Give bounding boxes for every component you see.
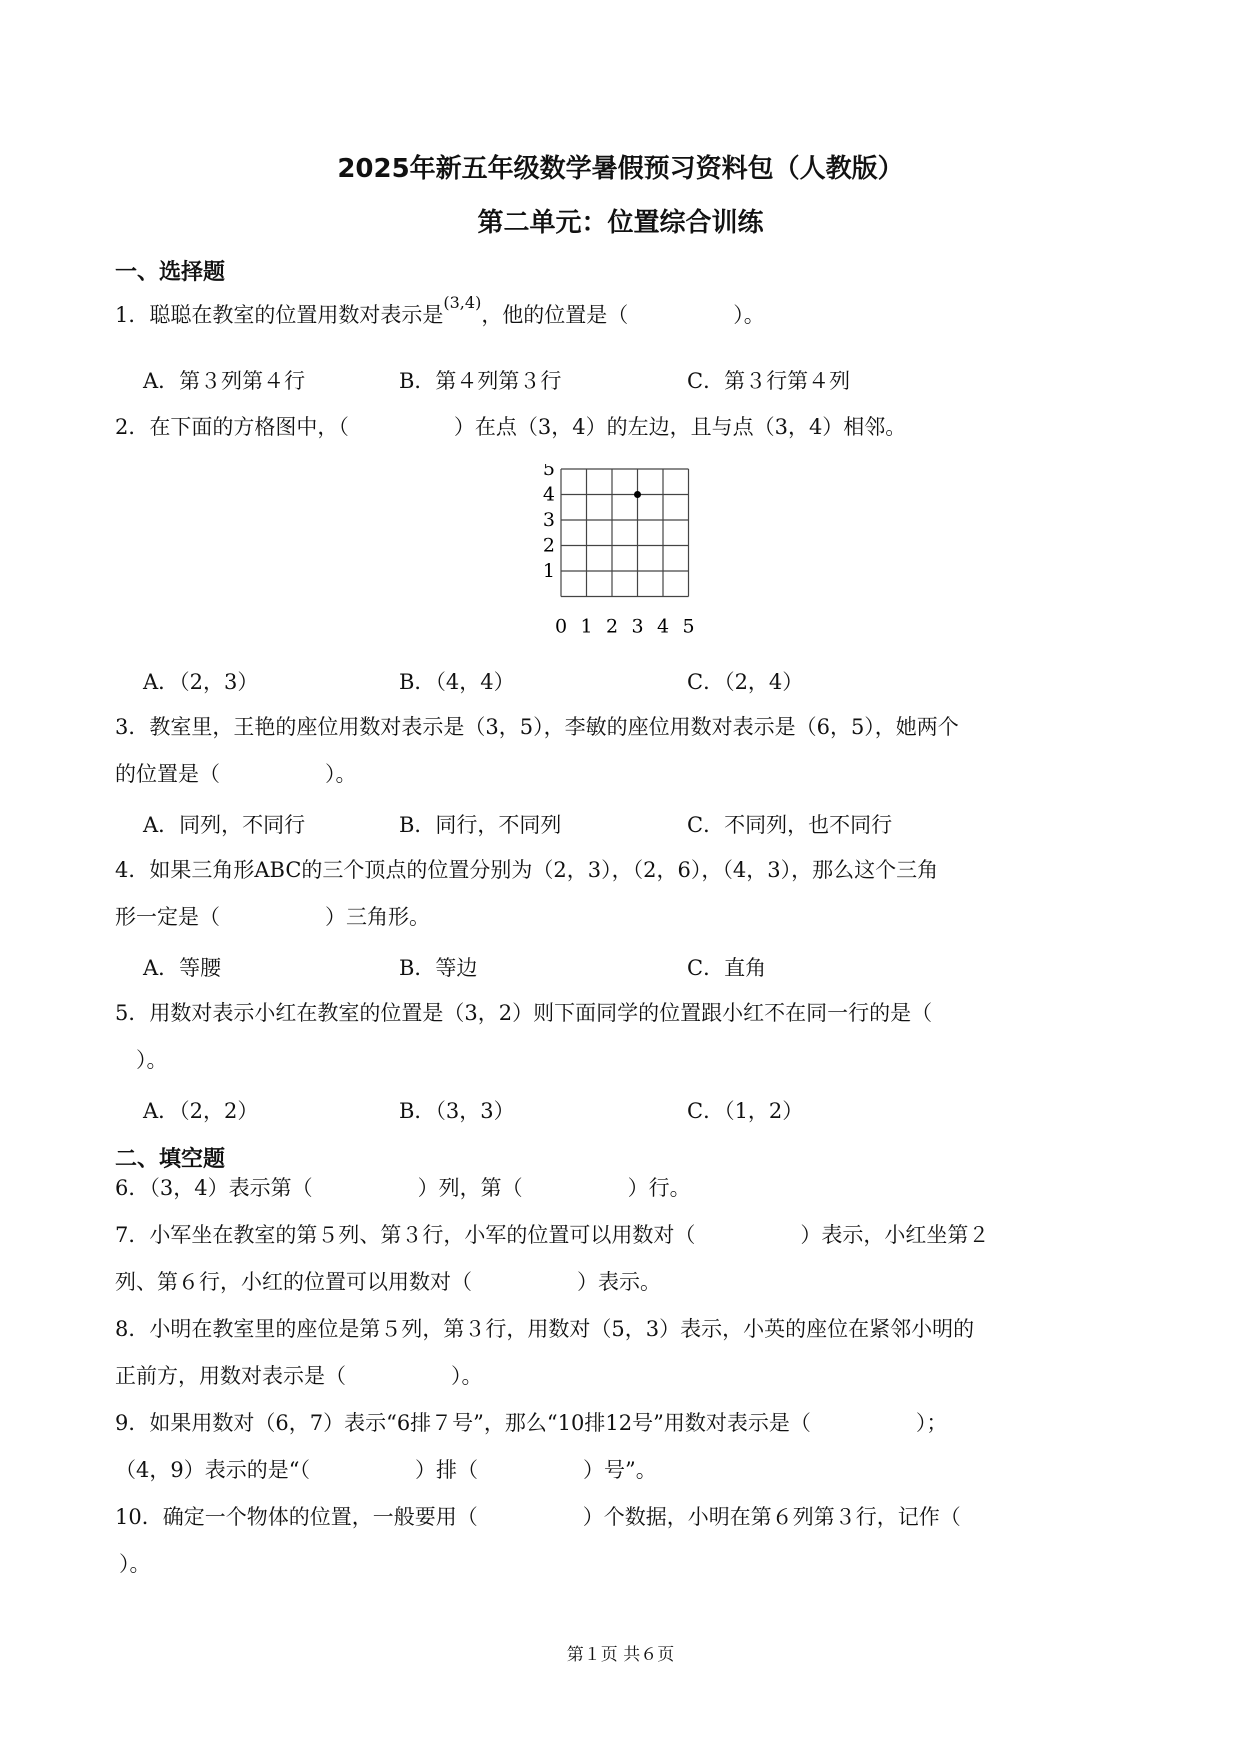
question-8-line-1: 8．小明在教室里的座位是第５列，第３行，用数对（5，3）表示，小英的座位在紧邻小明的 xyxy=(115,1317,975,1341)
question-8-line-2: 正前方，用数对表示是（ ）。 xyxy=(115,1364,483,1388)
question-7-line-1: 7．小军坐在教室的第５列、第３行，小军的位置可以用数对（ ）表示，小红坐第２ xyxy=(115,1223,990,1247)
question-5-line-1: 5．用数对表示小红在教室的位置是（3，2）则下面同学的位置跟小红不在同一行的是（ xyxy=(115,1001,933,1025)
question-10 xyxy=(115,1494,1135,1588)
q4-option-b: B．等边 xyxy=(399,956,478,980)
question-4-line-1: 4．如果三角形ABC的三个顶点的位置分别为（2，3），（2，6），（4，3），那么这个三角 xyxy=(115,858,939,882)
grid-point xyxy=(634,491,641,498)
q2-option-c: C．（2，4） xyxy=(687,670,804,694)
grid-x-tick-label: 0 xyxy=(554,615,568,634)
q3-option-c: C．不同列，也不同行 xyxy=(687,813,893,837)
question-7 xyxy=(115,1212,1135,1306)
coordinate-grid xyxy=(535,464,695,634)
grid-x-tick-label: 4 xyxy=(656,615,670,634)
section-heading-fill: 二、填空题 xyxy=(115,1147,226,1172)
coordinate-grid-svg xyxy=(535,464,695,634)
question-10-line-1: 10．确定一个物体的位置，一般要用（ ）个数据，小明在第６列第３行，记作（ xyxy=(115,1505,961,1529)
question-6-text: 6．（3，4）表示第（ ）列，第（ ）行。 xyxy=(115,1176,691,1200)
q2-option-b: B．（4，4） xyxy=(399,670,515,694)
q1-option-c: C．第３行第４列 xyxy=(687,369,851,393)
q1-option-b: B．第４列第３行 xyxy=(399,369,562,393)
grid-x-tick-label: 2 xyxy=(605,615,619,634)
question-1 xyxy=(115,292,1135,340)
page-subtitle: 第二单元：位置综合训练 xyxy=(477,208,764,238)
question-9-line-1: 9．如果用数对（6，7）表示“6排７号”，那么“10排12号”用数对表示是（ ）； xyxy=(115,1411,948,1435)
question-10-line-2: ）。 xyxy=(119,1552,151,1576)
grid-y-tick-label: 3 xyxy=(542,509,555,531)
grid-y-tick-label: 2 xyxy=(542,534,555,557)
page-title: 2025年新五年级数学暑假预习资料包（人教版） xyxy=(337,154,904,184)
question-3-line-2: 的位置是（ ）。 xyxy=(115,762,357,786)
q4-option-a: A．等腰 xyxy=(143,956,222,980)
question-5 xyxy=(115,990,1135,1084)
q5-option-a: A．（2，2） xyxy=(143,1099,259,1123)
section-heading-choice: 一、选择题 xyxy=(115,260,226,285)
q5-option-c: C．（1，2） xyxy=(687,1099,804,1123)
page-footer: 第１页 共６页 xyxy=(566,1645,675,1665)
q1-option-a: A．第３列第４行 xyxy=(143,369,306,393)
question-3 xyxy=(115,704,1135,798)
q2-option-a: A．（2，3） xyxy=(143,670,259,694)
q3-option-b: B．同行，不同列 xyxy=(399,813,562,837)
question-7-line-2: 列、第６行，小红的位置可以用数对（ ）表示。 xyxy=(115,1270,661,1294)
q5-option-b: B．（3，3） xyxy=(399,1099,515,1123)
grid-y-tick-label: 5 xyxy=(542,464,555,480)
question-9 xyxy=(115,1400,1135,1494)
question-8 xyxy=(115,1306,1135,1400)
grid-x-tick-label: 3 xyxy=(631,615,644,634)
grid-x-tick-label: 1 xyxy=(580,615,593,634)
q3-option-a: A．同列，不同行 xyxy=(143,813,306,837)
question-1-pair: (3,4) xyxy=(443,293,482,312)
question-5-line-2: ）。 xyxy=(115,1048,168,1072)
question-9-line-2: （4，9）表示的是“（ ）排（ ）号”。 xyxy=(115,1458,657,1482)
question-6 xyxy=(115,1165,1135,1212)
question-2-text: 2．在下面的方格图中，（ ）在点（3，4）的左边，且与点（3，4）相邻。 xyxy=(115,415,907,439)
question-3-line-1: 3．教室里，王艳的座位用数对表示是（3，5），李敏的座位用数对表示是（6，5），她两个 xyxy=(115,715,959,739)
grid-y-tick-label: 4 xyxy=(542,483,555,506)
grid-x-tick-label: 5 xyxy=(682,615,695,634)
q4-option-c: C．直角 xyxy=(687,956,767,980)
question-1-text: 1．聪聪在教室的位置用数对表示是 xyxy=(115,303,444,327)
question-4 xyxy=(115,847,1135,941)
question-1-text-end: ，他的位置是（ ）。 xyxy=(481,303,765,327)
question-4-line-2: 形一定是（ ）三角形。 xyxy=(115,905,430,929)
question-2 xyxy=(115,404,1135,451)
grid-y-tick-label: 1 xyxy=(542,560,555,582)
